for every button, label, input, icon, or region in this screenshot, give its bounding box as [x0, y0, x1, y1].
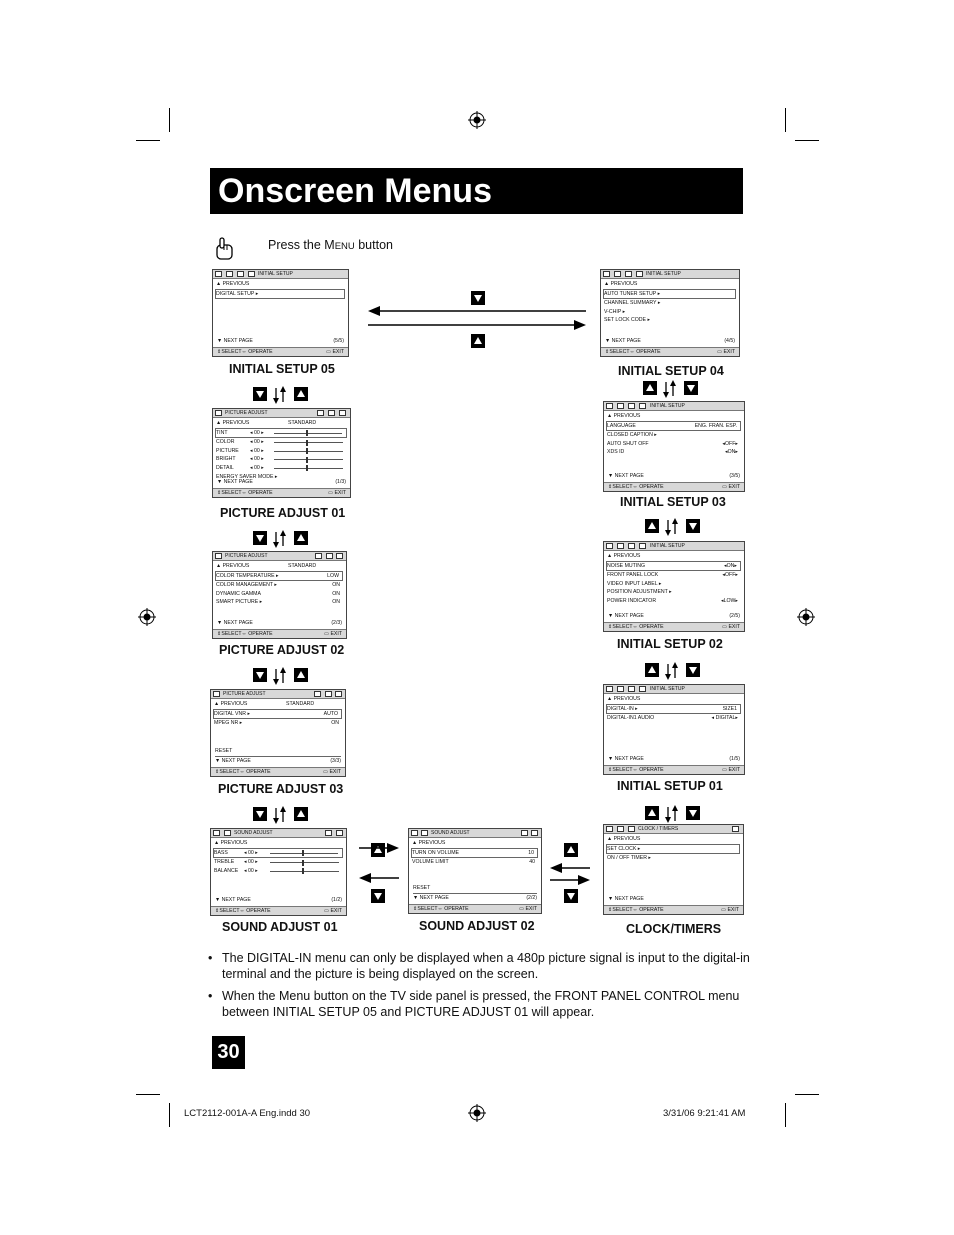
- menu-item: POSITION ADJUSTMENT ▸: [607, 589, 672, 596]
- caption-sound-adjust-02: SOUND ADJUST 02: [419, 919, 535, 933]
- crop-mark: [169, 108, 170, 132]
- menu-item: VOLUME LIMIT 40: [412, 859, 535, 866]
- left-arrow-icon: [550, 862, 590, 874]
- menu-item: ▲ PREVIOUS: [412, 840, 446, 846]
- left-arrow-icon: [359, 872, 399, 884]
- menu-screen-picture-adjust-01: PICTURE ADJUST ▲ PREVIOUS STANDARD TINT ◂ 00 ▸ COLOR ◂ 00 ▸ PICTURE ◂ 00 ▸ BRIGHT ◂ 00 ▸ DETAIL ◂ 00 ▸ ENERGY SAVER MODE ▸ ▼ NEXT PAGE (1/3) ⇕SELECT⇔ OPERATE ▭ EXIT: [212, 408, 351, 498]
- nav-cluster: [253, 668, 309, 682]
- menu-screen-sound-adjust-01: SOUND ADJUST ▲ PREVIOUS BASS ◂ 00 ▸ TREBLE ◂ 00 ▸ BALANCE ◂ 00 ▸ ▼ NEXT PAGE (1/2) ⇕SELECT⇔ OPERATE ▭ EXIT: [210, 828, 347, 916]
- menu-item: XDS ID ◂ON▸: [607, 449, 738, 456]
- menu-title: INITIAL SETUP: [650, 686, 685, 692]
- swap-arrows-icon: [271, 386, 289, 404]
- menu-item: ▲ PREVIOUS STANDARD: [214, 701, 315, 707]
- page-title: Onscreen Menus: [210, 168, 743, 214]
- nav-cluster: [645, 806, 701, 820]
- menu-item: ENERGY SAVER MODE ▸: [216, 473, 278, 480]
- menu-item: NOISE MUTING ◂ON▸: [606, 561, 741, 572]
- caption-picture-adjust-02: PICTURE ADJUST 02: [219, 643, 345, 657]
- crop-mark: [785, 108, 786, 132]
- menu-title: PICTURE ADJUST: [225, 553, 268, 559]
- menu-item: SET LOCK CODE ▸: [604, 317, 651, 324]
- swap-arrows-icon: [663, 805, 681, 823]
- menu-item: DIGITAL-IN1 AUDIO ◂ DIGITAL▸: [607, 715, 738, 722]
- up-button-icon: [645, 806, 659, 820]
- menu-title: SOUND ADJUST: [234, 830, 273, 836]
- menu-screen-sound-adjust-02: SOUND ADJUST ▲ PREVIOUS TURN ON VOLUME 10 VOLUME LIMIT 40 RESET ▼ NEXT PAGE (2/2) ⇕SELECT⇔ OPERATE ▭ EXIT: [408, 828, 542, 914]
- swap-arrows-icon: [663, 662, 681, 680]
- caption-initial-setup-01: INITIAL SETUP 01: [617, 779, 723, 793]
- nav-cluster: [253, 531, 309, 545]
- slider-row: COLOR ◂ 00 ▸: [216, 438, 347, 447]
- up-button-icon: [564, 843, 578, 857]
- up-button-icon: [471, 334, 485, 348]
- menu-title: PICTURE ADJUST: [225, 410, 268, 416]
- down-button-icon: [253, 668, 267, 682]
- menu-item: ▲ PREVIOUS: [607, 836, 641, 842]
- down-button-icon: [471, 291, 485, 305]
- swap-arrows-icon: [661, 380, 679, 398]
- up-button-icon: [294, 668, 308, 682]
- caption-initial-setup-02: INITIAL SETUP 02: [617, 637, 723, 651]
- swap-arrows-icon: [271, 667, 289, 685]
- slider-row: TINT ◂ 00 ▸: [215, 428, 347, 439]
- menu-screen-initial-setup-05: INITIAL SETUP ▲ PREVIOUS DIGITAL SETUP ▸ ▼ NEXT PAGE (5/5) ⇕SELECT⇔ OPERATE ▭ EXIT: [212, 269, 349, 357]
- crop-mark: [785, 1103, 786, 1127]
- caption-initial-setup-04: INITIAL SETUP 04: [618, 364, 724, 378]
- note-item: • The DIGITAL-IN menu can only be displayed when a 480p picture signal is input to the digital-in terminal and the picture is being displayed on the screen.: [208, 951, 750, 981]
- slider-row: TREBLE ◂ 00 ▸: [214, 858, 343, 867]
- menu-item: ▲ PREVIOUS: [604, 281, 638, 287]
- menu-item: LANGUAGE ENG. FRAN. ESP.: [606, 421, 741, 432]
- slider-row: BALANCE ◂ 00 ▸: [214, 867, 343, 876]
- up-button-icon: [645, 519, 659, 533]
- down-button-icon: [686, 519, 700, 533]
- crop-mark: [795, 1094, 819, 1095]
- down-button-icon: [253, 387, 267, 401]
- down-button-icon: [684, 381, 698, 395]
- up-button-icon: [643, 381, 657, 395]
- down-button-icon: [686, 806, 700, 820]
- caption-clock-timers: CLOCK/TIMERS: [626, 922, 722, 936]
- menu-item: ▲ PREVIOUS: [607, 696, 641, 702]
- caption-initial-setup-03: INITIAL SETUP 03: [620, 495, 726, 509]
- menu-screen-picture-adjust-03: PICTURE ADJUST ▲ PREVIOUS STANDARD DIGITAL VNR ▸ AUTO MPEG NR ▸ ON RESET ▼ NEXT PAGE (3/3) ⇕SELECT⇔ OPERATE ▭ EXIT: [210, 689, 346, 777]
- up-button-icon: [294, 531, 308, 545]
- left-arrow-icon: [368, 305, 586, 317]
- registration-mark-icon: [138, 608, 156, 626]
- down-button-icon: [253, 807, 267, 821]
- menu-item: DIGITAL SETUP ▸: [215, 289, 345, 300]
- registration-mark-icon: [797, 608, 815, 626]
- menu-item: V-CHIP ▸: [604, 308, 626, 315]
- menu-item: MPEG NR ▸ ON: [214, 720, 339, 727]
- right-arrow-icon: [550, 874, 590, 886]
- swap-arrows-icon: [271, 530, 289, 548]
- menu-item: COLOR MANAGEMENT ▸ ON: [216, 582, 340, 589]
- up-button-icon: [294, 387, 308, 401]
- menu-title: INITIAL SETUP: [650, 543, 685, 549]
- menu-screen-picture-adjust-02: PICTURE ADJUST ▲ PREVIOUS STANDARD COLOR TEMPERATURE ▸ LOW COLOR MANAGEMENT ▸ ON DYNAMIC GAMMA ON SMART PICTURE ▸ ON ▼ NEXT PAGE (2/3) ⇕SELECT⇔ OPERATE ▭ EXIT: [212, 551, 347, 639]
- nav-cluster: [645, 519, 701, 533]
- slug-date: 3/31/06 9:21:41 AM: [663, 1108, 746, 1119]
- menu-item: SET CLOCK ▸: [606, 844, 740, 855]
- caption-picture-adjust-03: PICTURE ADJUST 03: [218, 782, 344, 796]
- crop-mark: [136, 140, 160, 141]
- up-button-icon: [645, 663, 659, 677]
- menu-title: INITIAL SETUP: [258, 271, 293, 277]
- slider-row: DETAIL ◂ 00 ▸: [216, 464, 347, 473]
- down-button-icon: [253, 531, 267, 545]
- slider-row: BASS ◂ 00 ▸: [213, 848, 343, 859]
- registration-mark-icon: [468, 1104, 486, 1122]
- menu-screen-clock-timers: CLOCK / TIMERS ▲ PREVIOUS SET CLOCK ▸ ON / OFF TIMER ▸ ▼ NEXT PAGE ⇕SELECT⇔ OPERATE ▭ EXIT: [603, 824, 744, 915]
- menu-item: DIGITAL-IN ▸ SIZE1: [606, 704, 741, 715]
- reset-row: RESET: [215, 747, 341, 757]
- crop-mark: [136, 1094, 160, 1095]
- down-button-icon: [686, 663, 700, 677]
- menu-item: ▲ PREVIOUS STANDARD: [216, 563, 317, 569]
- menu-screen-initial-setup-01: INITIAL SETUP ▲ PREVIOUS DIGITAL-IN ▸ SIZE1 DIGITAL-IN1 AUDIO ◂ DIGITAL▸ ▼ NEXT PAGE (1/5) ⇕SELECT⇔ OPERATE ▭ EXIT: [603, 684, 745, 775]
- menu-item: COLOR TEMPERATURE ▸ LOW: [215, 571, 343, 582]
- caption-sound-adjust-01: SOUND ADJUST 01: [222, 920, 338, 934]
- right-arrow-icon: [368, 319, 586, 331]
- menu-item: AUTO SHUT OFF ◂OFF▸: [607, 440, 738, 447]
- menu-item: TURN ON VOLUME 10: [411, 848, 538, 859]
- menu-item: CHANNEL SUMMARY ▸: [604, 300, 661, 307]
- menu-item: ▲ PREVIOUS: [607, 553, 641, 559]
- menu-screen-initial-setup-02: INITIAL SETUP ▲ PREVIOUS NOISE MUTING ◂ON▸ FRONT PANEL LOCK ◂OFF▸ VIDEO INPUT LABEL ▸ POSITION ADJUSTMENT ▸ POWER INDICATOR ◂LOW▸ ▼ NEXT PAGE (2/5) ⇕SELECT⇔ OPERATE ▭ EXIT: [603, 541, 745, 632]
- caption-picture-adjust-01: PICTURE ADJUST 01: [220, 506, 346, 520]
- crop-mark: [169, 1103, 170, 1127]
- nav-cluster: [253, 387, 309, 401]
- reset-row: RESET: [413, 884, 537, 894]
- menu-title: CLOCK / TIMERS: [638, 826, 679, 832]
- menu-item: ▲ PREVIOUS STANDARD: [216, 420, 317, 426]
- menu-item: CLOSED CAPTION ▸: [607, 432, 657, 439]
- menu-screen-initial-setup-03: INITIAL SETUP ▲ PREVIOUS LANGUAGE ENG. FRAN. ESP. CLOSED CAPTION ▸ AUTO SHUT OFF ◂OFF▸ XDS ID ◂ON▸ ▼ NEXT PAGE (3/5) ⇕SELECT⇔ OPERATE ▭ EXIT: [603, 401, 745, 492]
- menu-item: ON / OFF TIMER ▸: [607, 855, 652, 862]
- menu-item: POWER INDICATOR ◂LOW▸: [607, 597, 738, 604]
- caption-initial-setup-05: INITIAL SETUP 05: [229, 362, 335, 376]
- finger-press-icon: [212, 236, 238, 262]
- menu-title: PICTURE ADJUST: [223, 691, 266, 697]
- nav-cluster: [253, 807, 309, 821]
- slug-filename: LCT2112-001A-A Eng.indd 30: [184, 1108, 311, 1119]
- menu-item: ▲ PREVIOUS: [216, 281, 250, 287]
- menu-item: ▲ PREVIOUS: [214, 840, 248, 846]
- menu-title: SOUND ADJUST: [431, 830, 470, 836]
- crop-mark: [795, 140, 819, 141]
- slider-row: PICTURE ◂ 00 ▸: [216, 447, 347, 456]
- menu-item: FRONT PANEL LOCK ◂OFF▸: [607, 572, 738, 579]
- swap-arrows-icon: [271, 806, 289, 824]
- menu-screen-initial-setup-04: INITIAL SETUP ▲ PREVIOUS AUTO TUNER SETUP ▸ CHANNEL SUMMARY ▸ V-CHIP ▸ SET LOCK CODE ▸ ▼ NEXT PAGE (4/5) ⇕SELECT⇔ OPERATE ▭ EXIT: [600, 269, 740, 357]
- menu-item: DYNAMIC GAMMA ON: [216, 590, 340, 597]
- press-menu-instruction: Press the MENU button: [268, 238, 393, 252]
- page-number: 30: [212, 1036, 245, 1069]
- slider-row: BRIGHT ◂ 00 ▸: [216, 455, 347, 464]
- note-item: • When the Menu button on the TV side panel is pressed, the FRONT PANEL CONTROL menu between INITIAL SETUP 05 and PICTURE ADJUST 01 will appear.: [208, 989, 740, 1019]
- swap-arrows-icon: [663, 518, 681, 536]
- menu-item: DIGITAL VNR ▸ AUTO: [213, 709, 342, 720]
- menu-title: INITIAL SETUP: [650, 403, 685, 409]
- down-button-icon: [371, 889, 385, 903]
- menu-item: ▲ PREVIOUS: [607, 413, 641, 419]
- right-arrow-icon: [359, 842, 399, 854]
- menu-item: SMART PICTURE ▸ ON: [216, 599, 340, 606]
- menu-item: VIDEO INPUT LABEL ▸: [607, 580, 662, 587]
- down-button-icon: [564, 889, 578, 903]
- notes-list: [208, 950, 753, 1026]
- registration-mark-icon: [468, 111, 486, 129]
- nav-cluster: [645, 663, 701, 677]
- up-button-icon: [294, 807, 308, 821]
- menu-item: AUTO TUNER SETUP ▸: [603, 289, 736, 300]
- menu-title: INITIAL SETUP: [646, 271, 681, 277]
- nav-cluster: [643, 381, 699, 395]
